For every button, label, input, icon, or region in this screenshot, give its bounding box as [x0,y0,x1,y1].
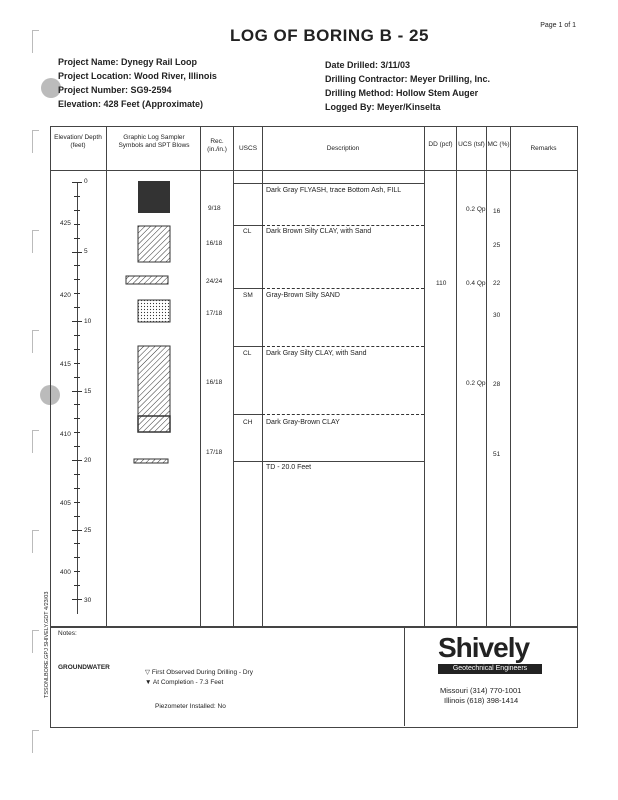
depth-tick [72,530,82,531]
sample-sand-1 [126,276,168,284]
mc-value: 25 [493,242,501,249]
depth-tick [74,335,80,336]
depth-tick [74,446,80,447]
sample-clay-2 [138,346,170,416]
depth-tick [74,488,80,489]
depth-tick [74,557,80,558]
depth-label: 0 [84,178,88,185]
mc-value: 51 [493,451,501,458]
sample-sand-2 [138,300,170,322]
uscs-value: CL [243,350,252,357]
groundwater-completion: ▼ At Completion - 7.3 Feet [145,679,224,686]
groundwater-first: ▽ First Observed During Drilling - Dry [145,669,253,676]
layer-description: Dark Gray Silty CLAY, with Sand [266,350,367,357]
margin-mark [32,230,39,253]
col-header-remarks: Remarks [530,145,557,152]
depth-tick [74,418,80,419]
project-location: Project Location: Wood River, Illinois [58,71,217,81]
side-file-info: TSSONLBORE.GPJ SHIVELY.GDT 4/23/03 [44,591,50,698]
ucs-value: 0.2 Qp [466,206,486,213]
ucs-value: 0.4 Qp [466,280,486,287]
elevation-label: 415 [60,361,71,368]
col-header-rec: Rec. (in./in.) [207,138,227,153]
sample-flyash [138,181,170,213]
notes-label: Notes: [58,630,77,637]
depth-label: 20 [84,457,92,464]
depth-tick [74,571,80,572]
date-drilled: Date Drilled: 3/11/03 [325,60,411,70]
depth-label: 10 [84,318,92,325]
depth-label: 5 [84,248,88,255]
groundwater-label: GROUNDWATER [58,664,110,671]
logged-by: Logged By: Meyer/Kinselta [325,102,441,112]
depth-tick [74,210,80,211]
phone-illinois: Illinois (618) 398-1414 [444,696,519,705]
depth-tick [72,182,82,183]
drilling-method: Drilling Method: Hollow Stem Auger [325,88,479,98]
depth-label: 25 [84,527,92,534]
depth-tick [74,377,80,378]
layer-description: Dark Brown Silty CLAY, with Sand [266,228,372,235]
water-level-icon: ▽ [145,669,152,676]
margin-mark [32,630,39,653]
elevation-label: 425 [60,220,71,227]
depth-tick [74,349,80,350]
layer-description: Dark Gray FLYASH, trace Bottom Ash, FILL [266,187,402,194]
margin-mark [32,30,39,53]
depth-label: 30 [84,597,92,604]
margin-mark [32,430,39,453]
mc-value: 16 [493,208,501,215]
depth-tick [74,585,80,586]
mc-value: 22 [493,280,501,287]
elevation-label: 405 [60,500,71,507]
col-header-description: Description [326,145,360,152]
depth-tick [74,279,80,280]
layer-description: TD - 20.0 Feet [266,464,312,471]
depth-tick [72,391,82,392]
layer-description: Dark Gray-Brown CLAY [266,419,340,426]
rec-value: 17/18 [206,449,223,456]
sample-ch [134,459,168,463]
depth-tick [74,265,80,266]
depth-tick [74,224,80,225]
col-header-mc: MC (%) [487,141,510,148]
margin-mark [32,530,39,553]
depth-tick [74,516,80,517]
depth-tick [74,502,80,503]
page-title: LOG OF BORING B - 25 [230,26,429,45]
depth-tick [74,474,80,475]
rec-value: 17/18 [206,310,223,317]
margin-mark [32,730,39,753]
depth-tick [74,238,80,239]
water-level-icon: ▼ [145,679,153,686]
dd-value: 110 [436,280,447,287]
rec-value: 16/18 [206,240,223,247]
depth-tick [72,252,82,253]
col-header-dd: DD (pcf) [428,141,453,148]
depth-tick [74,196,80,197]
uscs-value: CH [243,419,253,426]
depth-tick [74,404,80,405]
depth-tick [74,307,80,308]
depth-tick [72,460,82,461]
col-header-ucs: UCS (tsf) [458,141,485,148]
depth-scale-axis [77,182,78,614]
page-number: Page 1 of 1 [540,22,576,29]
depth-tick [74,293,80,294]
mc-value: 28 [493,381,501,388]
elevation-label: 400 [60,569,71,576]
sample-clay-3 [138,416,170,432]
margin-mark [32,130,39,153]
graphic-log [110,176,198,466]
company-logo: Shively [438,632,530,663]
col-header-uscs: USCS [238,145,258,152]
depth-tick [74,363,80,364]
project-elevation: Elevation: 428 Feet (Approximate) [58,99,204,109]
drilling-contractor: Drilling Contractor: Meyer Drilling, Inc. [325,74,491,84]
margin-mark [32,330,39,353]
project-name: Project Name: Dynegy Rail Loop [58,57,198,67]
ucs-value: 0.2 Qp [466,380,486,387]
project-number: Project Number: SG9-2594 [58,85,172,95]
phone-missouri: Missouri (314) 770-1001 [440,686,522,695]
uscs-value: CL [243,228,252,235]
rec-value: 24/24 [206,278,223,285]
depth-tick [72,321,82,322]
col-header-graphic: Graphic Log Sampler Symbols and SPT Blows [118,134,190,149]
company-subtitle: Geotechnical Engineers [438,664,542,674]
layer-description: Gray-Brown Silty SAND [266,292,340,299]
depth-tick [74,432,80,433]
piezometer: Piezometer Installed: No [155,703,226,710]
uscs-value: SM [243,292,253,299]
mc-value: 30 [493,312,501,319]
depth-tick [74,543,80,544]
rec-value: 16/18 [206,379,223,386]
depth-label: 15 [84,388,92,395]
elevation-label: 410 [60,431,71,438]
col-header-elevation: Elevation/ Depth (feet) [54,134,102,149]
sample-clay-1 [138,226,170,262]
rec-value: 9/18 [208,205,221,212]
depth-tick [72,599,82,600]
elevation-label: 420 [60,292,71,299]
